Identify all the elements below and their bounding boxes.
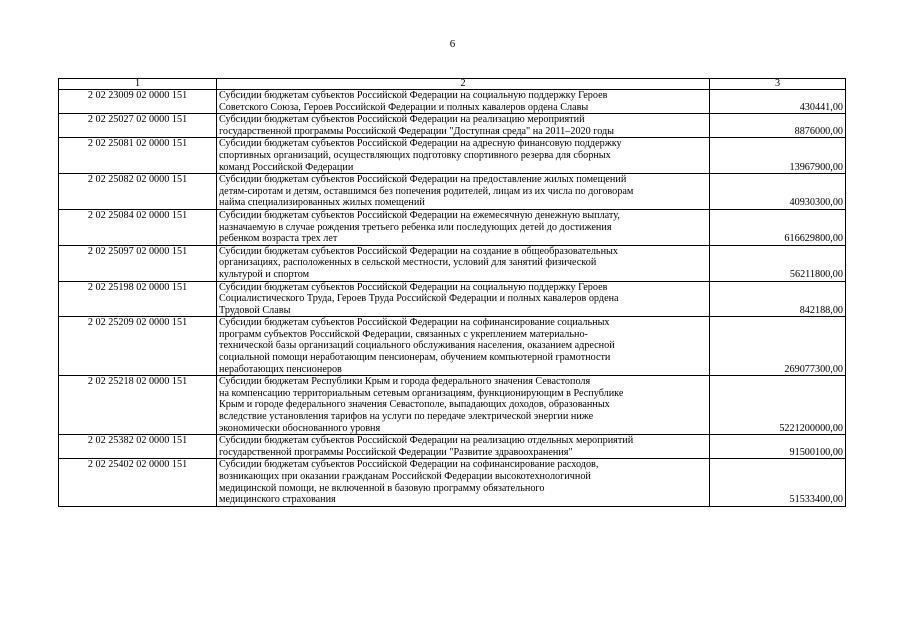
amount-cell: 13967900,00 [710, 138, 846, 174]
amount-cell: 616629800,00 [710, 209, 846, 245]
header-col-1: 1 [59, 79, 217, 90]
budget-table [58, 78, 846, 507]
table-row [59, 90, 846, 114]
budget-code-cell: 2 02 25218 02 0000 151 [59, 376, 217, 435]
description-cell: Субсидии бюджетам субъектов Российской Федерации на адресную финансовую поддержку спортивных организаций, осуществляющих подготовку спортивного резерва для сборных команд Российской Федерации [217, 138, 710, 174]
header-col-3: 3 [710, 79, 846, 90]
description-cell: Субсидии бюджетам субъектов Российской Федерации на реализацию мероприятий государственной программы Российской Федерации "Доступная среда" на 2011–2020 годы [217, 114, 710, 138]
table-row [59, 376, 846, 435]
description-cell: Субсидии бюджетам субъектов Российской Федерации на социальную поддержку Героев Советского Союза, Героев Российской Федерации и полных кавалеров ордена Славы [217, 90, 710, 114]
header-row [59, 79, 846, 90]
budget-code-cell: 2 02 25382 02 0000 151 [59, 435, 217, 459]
table-row [59, 459, 846, 506]
description-cell: Субсидии бюджетам Республики Крым и города федерального значения Севастополя на компенсацию территориальным сетевым организациям, функционирующим в Республике Крым и городе федерального значения Севастополе, выпадающих доходов, образованных вследствие установления тарифов на услуги по передаче электрической энергии ниже экономически обоснованного уровня [217, 376, 710, 435]
amount-cell: 40930300,00 [710, 174, 846, 210]
description-cell: Субсидии бюджетам субъектов Российской Федерации на реализацию отдельных мероприятий государственной программы Российской Федерации "Развитие здравоохранения" [217, 435, 710, 459]
amount-cell: 8876000,00 [710, 114, 846, 138]
budget-code-cell: 2 02 25198 02 0000 151 [59, 281, 217, 317]
budget-code-cell: 2 02 25084 02 0000 151 [59, 209, 217, 245]
table-row [59, 209, 846, 245]
budget-code-cell: 2 02 25082 02 0000 151 [59, 174, 217, 210]
amount-cell: 430441,00 [710, 90, 846, 114]
table-row [59, 138, 846, 174]
description-cell: Субсидии бюджетам субъектов Российской Федерации на софинансирование социальных программ субъектов Российской Федерации, связанных с укреплением материально- технической базы организаций социального обслуживания населения, оказанием адресной социальной помощи неработающим пенсионерам, обучением компьютерной грамотности неработающих пенсионеров [217, 317, 710, 376]
amount-cell: 842188,00 [710, 281, 846, 317]
amount-cell: 269077300,00 [710, 317, 846, 376]
budget-code-cell: 2 02 25081 02 0000 151 [59, 138, 217, 174]
description-cell: Субсидии бюджетам субъектов Российской Федерации на софинансирование расходов, возникающих при оказании гражданам Российской Федерации высокотехнологичной медицинской помощи, не включенной в базовую программу обязательного медицинского страхования [217, 459, 710, 506]
amount-cell: 91500100,00 [710, 435, 846, 459]
description-cell: Субсидии бюджетам субъектов Российской Федерации на предоставление жилых помещений детям-сиротам и детям, оставшимся без попечения родителей, лицам из их числа по договорам найма специализированных жилых помещений [217, 174, 710, 210]
budget-code-cell: 2 02 23009 02 0000 151 [59, 90, 217, 114]
table-row [59, 435, 846, 459]
budget-code-cell: 2 02 25402 02 0000 151 [59, 459, 217, 506]
description-cell: Субсидии бюджетам субъектов Российской Федерации на социальную поддержку Героев Социалистического Труда, Героев Труда Российской Федерации и полных кавалеров ордена Трудовой Славы [217, 281, 710, 317]
table-row [59, 281, 846, 317]
amount-cell: 51533400,00 [710, 459, 846, 506]
header-col-2: 2 [217, 79, 710, 90]
table-row [59, 245, 846, 281]
description-cell: Субсидии бюджетам субъектов Российской Федерации на создание в общеобразовательных организациях, расположенных в сельской местности, условий для занятий физической культурой и спортом [217, 245, 710, 281]
amount-cell: 5221200000,00 [710, 376, 846, 435]
page-number: 6 [449, 38, 456, 50]
table-row [59, 317, 846, 376]
amount-cell: 56211800,00 [710, 245, 846, 281]
table-row [59, 114, 846, 138]
budget-code-cell: 2 02 25027 02 0000 151 [59, 114, 217, 138]
table-row [59, 174, 846, 210]
description-cell: Субсидии бюджетам субъектов Российской Федерации на ежемесячную денежную выплату, назначаемую в случае рождения третьего ребенка или последующих детей до достижения ребенком возраста трех лет [217, 209, 710, 245]
budget-code-cell: 2 02 25209 02 0000 151 [59, 317, 217, 376]
budget-code-cell: 2 02 25097 02 0000 151 [59, 245, 217, 281]
